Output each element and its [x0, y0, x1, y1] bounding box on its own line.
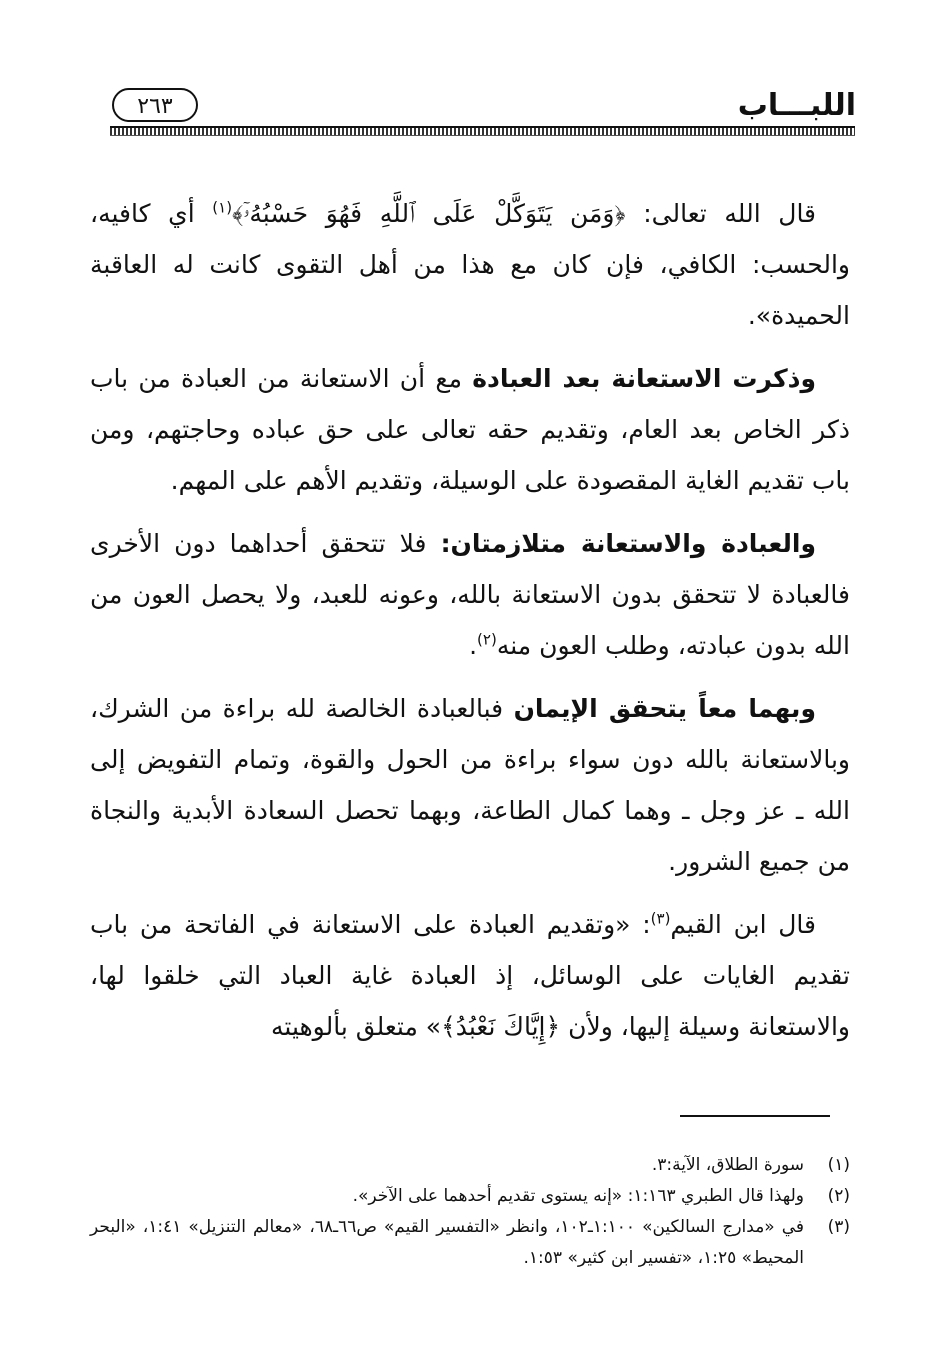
footnote-separator — [680, 1115, 830, 1117]
footnote-text: سورة الطلاق، الآية:٣. — [651, 1155, 804, 1175]
paragraph — [90, 353, 850, 506]
footnote-reference: (٢) — [477, 630, 497, 649]
text-run: فلا تتحقق أحداهما دون الأخرى فالعبادة لا تتحقق بدون الاستعانة بالله، وعونه للعبد، ولا يحصل العون من الله بدون عبادته، وطلب العون منه — [90, 529, 850, 660]
page-number: ٢٦٣ — [112, 88, 198, 122]
paragraph — [90, 683, 850, 887]
footnote-number: (١) — [827, 1155, 850, 1175]
footnote-number: (٣) — [827, 1217, 850, 1237]
paragraph — [90, 518, 850, 671]
text-run: قال ابن القيم — [670, 910, 817, 939]
footnote — [90, 1212, 850, 1274]
footnote-number: (٢) — [827, 1186, 850, 1206]
text-run: : «وتقديم العبادة على الاستعانة في الفاتحة من باب تقديم الغايات على الوسائل، إذ العبادة غاية العباد التي خلقوا لها، والاستعانة وسيلة إليها، ولأن — [90, 910, 850, 1041]
footnote-reference: (١) — [212, 198, 233, 217]
text-run: فبالعبادة الخالصة لله براءة من الشرك، وبالاستعانة بالله دون سواء براءة من الحول والقوة، وتمام التفويض إلى الله ـ عز وجل ـ وهما كمال الطاعة، وبهما تحصل السعادة الأبدية والنجاة من جميع الشرور. — [90, 694, 850, 876]
text-run: . — [469, 631, 478, 660]
footnote-text: في «مدارج السالكين» ١:١٠٠ـ١٠٢، وانظر «التفسير القيم» ص٦٦ـ٦٨، «معالم التنزيل» ١:٤١، «البحر المحيط» ١:٢٥، «تفسير ابن كثير» ١:٥٣. — [90, 1217, 804, 1268]
bold-phrase: والعبادة والاستعانة متلازمتان: — [440, 529, 816, 558]
text-run: » متعلق بألوهيته — [271, 1012, 442, 1041]
quran-verse: ﴿وَمَن يَتَوَكَّلْ عَلَى ٱللَّهِ فَهُوَ حَسْبُهُۥٓ﴾ — [232, 199, 626, 228]
text-run: أي كافيه، والحسب: الكافي، فإن كان مع هذا من أهل التقوى كانت له العاقبة الحميدة». — [90, 199, 850, 330]
text-run: مع أن الاستعانة من العبادة من باب ذكر الخاص بعد العام، وتقديم حقه تعالى على حق عباده وحاجتهم، ومن باب تقديم الغاية المقصودة على الوسيلة، وتقديم الأهم على المهم. — [90, 364, 850, 495]
bold-phrase: وبهما معاً يتحقق الإيمان — [513, 694, 816, 723]
footnotes — [90, 1150, 850, 1274]
quran-verse: ﴿إِيَّاكَ نَعْبُدُ﴾ — [441, 1012, 561, 1041]
footnote-reference: (٣) — [650, 909, 671, 928]
paragraph — [90, 899, 850, 1052]
footnote — [90, 1150, 850, 1181]
header-rule — [110, 126, 855, 136]
footnote — [90, 1181, 850, 1212]
body-text — [90, 188, 850, 1064]
bold-phrase: وذكرت الاستعانة بعد العبادة — [472, 364, 816, 393]
paragraph — [90, 188, 850, 341]
running-title: اللبـــاب — [737, 88, 856, 123]
footnote-text: ولهذا قال الطبري ١:١٦٣: «إنه يستوى تقديم أحدهما على الآخر». — [352, 1186, 804, 1206]
text-run: قال الله تعالى: — [625, 199, 817, 228]
